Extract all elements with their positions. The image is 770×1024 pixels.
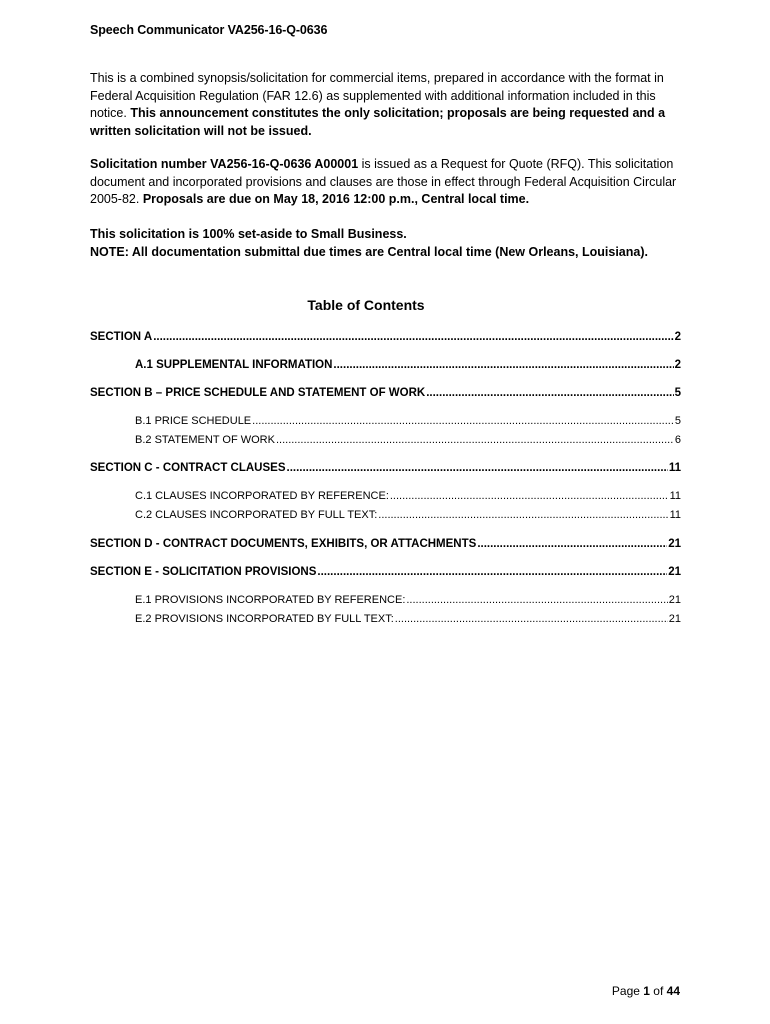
toc-entry-e2[interactable] <box>135 613 681 625</box>
toc-entry-page: 21 <box>668 538 681 550</box>
toc-entry-page: 5 <box>674 415 681 427</box>
toc-leader-dots <box>395 613 668 625</box>
toc-entry-label: SECTION B – PRICE SCHEDULE AND STATEMENT OF WORK <box>90 387 426 399</box>
toc-entry-section-a[interactable] <box>90 331 681 343</box>
toc-leader-dots <box>378 509 668 521</box>
toc-entry-label: B.2 STATEMENT OF WORK <box>135 434 275 446</box>
timezone-note: NOTE: All documentation submittal due times are Central local time (New Orleans, Louisiana). <box>90 244 648 259</box>
toc-leader-dots <box>317 566 667 578</box>
toc-entry-page: 11 <box>668 462 681 474</box>
intro-text: This is a combined synopsis/solicitation for commercial items, prepared in accordance with the format in Federal Acquisition Regulation (FAR 12.6) as supplemented with additional information included in this notice. <box>90 71 664 120</box>
solicitation-paragraph <box>90 156 682 209</box>
toc-leader-dots <box>333 359 673 371</box>
page-total: 44 <box>666 984 680 998</box>
page-label: Page <box>611 984 644 998</box>
toc-entry-label: B.1 PRICE SCHEDULE <box>135 415 252 427</box>
toc-entry-page: 2 <box>674 359 681 371</box>
toc-leader-dots <box>276 434 674 446</box>
document-page <box>90 0 682 1024</box>
toc-entry-label: A.1 SUPPLEMENTAL INFORMATION <box>135 359 333 371</box>
toc-leader-dots <box>390 490 669 502</box>
toc-entry-label: C.1 CLAUSES INCORPORATED BY REFERENCE: <box>135 490 389 502</box>
toc-entry-label: C.2 CLAUSES INCORPORATED BY FULL TEXT: <box>135 509 378 521</box>
toc-heading: Table of Contents <box>307 297 425 313</box>
toc-entry-page: 5 <box>674 387 681 399</box>
toc-entry-label: SECTION D - CONTRACT DOCUMENTS, EXHIBITS, OR ATTACHMENTS <box>90 538 477 550</box>
set-aside-text: This solicitation is 100% set-aside to Small Business. <box>90 227 407 241</box>
toc-entry-section-b[interactable] <box>90 387 681 399</box>
toc-entry-label: E.1 PROVISIONS INCORPORATED BY REFERENCE: <box>135 594 406 606</box>
toc-entry-page: 21 <box>668 594 681 606</box>
page-current: 1 <box>643 984 650 998</box>
toc-entry-page: 21 <box>668 566 681 578</box>
toc-entry-section-c[interactable] <box>90 462 681 474</box>
toc-entry-e1[interactable] <box>135 594 681 606</box>
toc-entry-section-d[interactable] <box>90 538 681 550</box>
document-title: Speech Communicator VA256-16-Q-0636 <box>90 23 328 37</box>
toc-leader-dots <box>287 462 668 474</box>
intro-paragraph <box>90 70 682 140</box>
page-number-footer <box>612 984 680 998</box>
toc-entry-page: 21 <box>668 613 681 625</box>
intro-bold-text: This announcement constitutes the only solicitation; proposals are being requested and a written solicitation will not be issued. <box>90 106 666 138</box>
toc-entry-b2[interactable] <box>135 434 681 446</box>
set-aside-paragraph <box>90 226 682 261</box>
toc-entry-label: SECTION E - SOLICITATION PROVISIONS <box>90 566 317 578</box>
of-label: of <box>649 984 667 998</box>
toc-entry-b1[interactable] <box>135 415 681 427</box>
toc-entry-label: E.2 PROVISIONS INCORPORATED BY FULL TEXT: <box>135 613 394 625</box>
toc-leader-dots <box>477 538 667 550</box>
toc-leader-dots <box>426 387 673 399</box>
toc-entry-page: 11 <box>669 509 681 521</box>
toc-entry-c2[interactable] <box>135 509 681 521</box>
toc-leader-dots <box>252 415 674 427</box>
solicitation-text: is issued as a Request for Quote (RFQ). This solicitation document and incorporated provisions and clauses are those in effect through Federal Acquisition Circular 2005-82. <box>90 157 677 206</box>
proposal-due-date: Proposals are due on May 18, 2016 12:00 p.m., Central local time. <box>142 192 530 206</box>
toc-leader-dots <box>406 594 667 606</box>
toc-entry-label: SECTION C - CONTRACT CLAUSES <box>90 462 286 474</box>
toc-entry-label: SECTION A <box>90 331 153 343</box>
toc-entry-c1[interactable] <box>135 490 681 502</box>
toc-entry-page: 11 <box>669 490 681 502</box>
toc-entry-section-e[interactable] <box>90 566 681 578</box>
toc-entry-page: 2 <box>674 331 681 343</box>
toc-entry-a1[interactable] <box>135 359 681 371</box>
toc-leader-dots <box>153 331 673 343</box>
solicitation-number: Solicitation number VA256-16-Q-0636 A00001 <box>90 157 359 171</box>
toc-entry-page: 6 <box>674 434 681 446</box>
